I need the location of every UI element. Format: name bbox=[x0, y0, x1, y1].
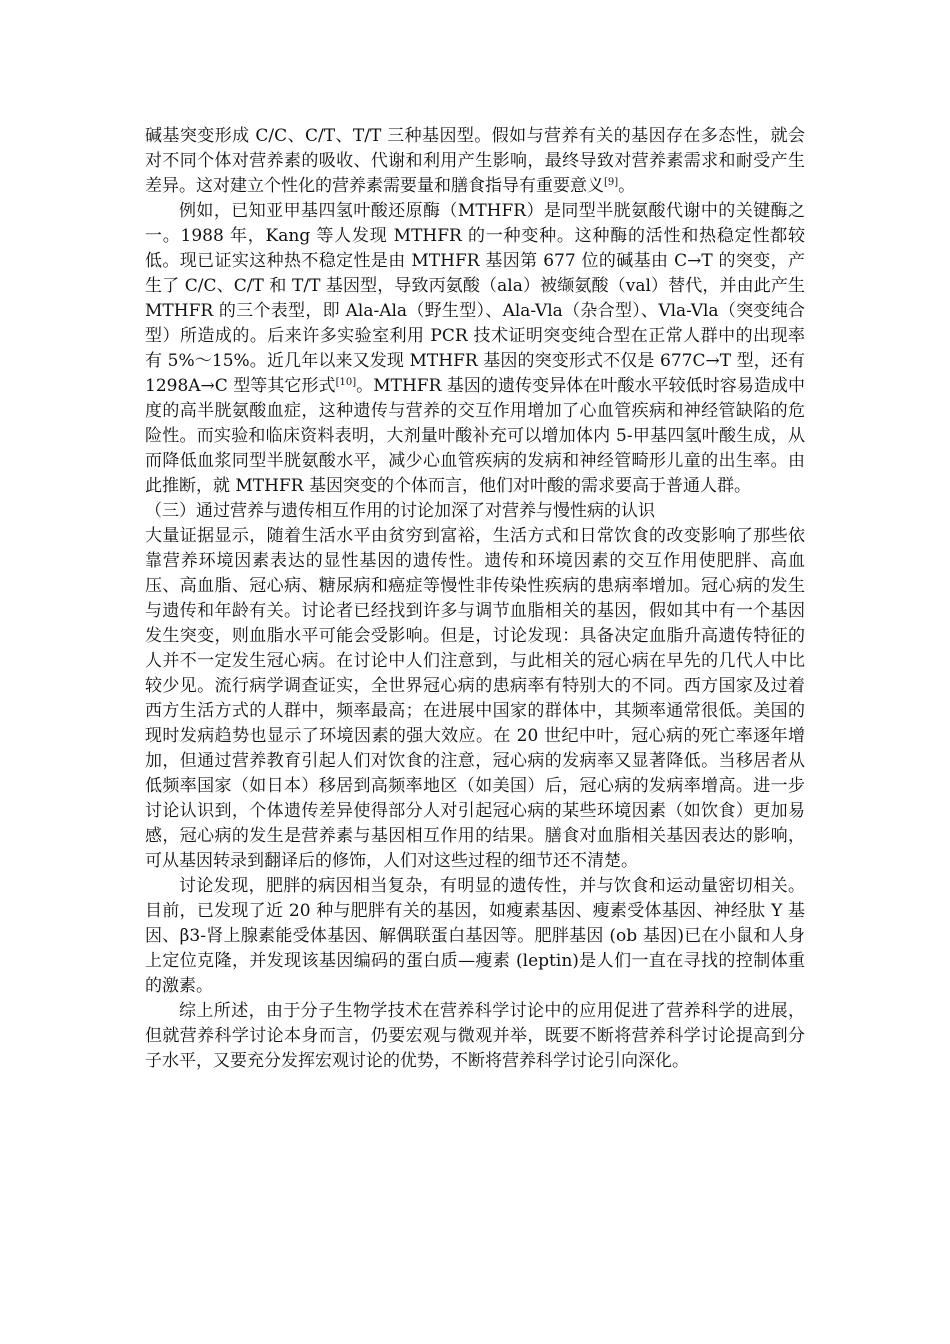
section-heading-3: （三）通过营养与遗传相互作用的讨论加深了对营养与慢性病的认识 bbox=[145, 501, 655, 521]
paragraph-text-continued: 。MTHFR 基因的遗传变异体在叶酸水平较低时容易造成中度的高半胱氨酸血症，这种遗传与营养的交互作用增加了心血管疾病和神经管缺陷的危险性。而实验和临床资料表明，大剂量叶酸补充可以增加体内 5-甲基四氢叶酸生成，从而降低血浆同型半胱氨酸水平，减少心血管疾病的发病和神经管畸形儿童的出生率。由此推断，就 MTHFR 基因突变的个体而言，他们对叶酸的需求要高于普通人群。 bbox=[145, 376, 805, 496]
document-page bbox=[145, 124, 805, 1074]
paragraph-text: 例如，已知亚甲基四氢叶酸还原酶（MTHFR）是同型半胱氨酸代谢中的关键酶之一。1988 年，Kang 等人发现 MTHFR 的一种变种。这种酶的活性和热稳定性都较低。现已证实这种热不稳定性是由 MTHFR 基因第 677 位的碱基由 C→T 的突变，产生了 C/C、C/T 和 T/T 基因型，导致丙氨酸（ala）被缬氨酸（val）替代，并由此产生 MTHFR 的三个表型，即 Ala-Ala（野生型）、Ala-Vla（杂合型）、Vla-Vla（突变纯合型）所造成的。后来许多实验室利用 PCR 技术证明突变纯合型在正常人群中的出现率有 5%～15%。近几年以来又发现 MTHFR 基因的突变形式不仅是 677C→T 型，还有 1298A→C 型等其它形式 bbox=[145, 201, 805, 396]
citation-ref-9: [9] bbox=[604, 177, 619, 188]
citation-ref-10: [10] bbox=[335, 377, 357, 388]
paragraph-chronic-disease: 大量证据显示，随着生活水平由贫穷到富裕，生活方式和日常饮食的改变影响了那些依靠营养环境因素表达的显性基因的遗传性。遗传和环境因素的交互作用使肥胖、高血压、高血脂、冠心病、糖尿病和癌症等慢性非传染性疾病的患病率增加。冠心病的发生与遗传和年龄有关。讨论者已经找到许多与调节血脂相关的基因，假如其中有一个基因发生突变，则血脂水平可能会受影响。但是，讨论发现：具备决定血脂升高遗传特征的人并不一定发生冠心病。在讨论中人们注意到，与此相关的冠心病在早先的几代人中比较少见。流行病学调查证实，全世界冠心病的患病率有特别大的不同。西方国家及过着西方生活方式的人群中，频率最高；在进展中国家的群体中，其频率通常很低。美国的现时发病趋势也显示了环境因素的强大效应。在 20 世纪中叶，冠心病的死亡率逐年增加，但通过营养教育引起人们对饮食的注意，冠心病的发病率又显著降低。当移居者从低频率国家（如日本）移居到高频率地区（如美国）后，冠心病的发病率增高。进一步讨论认识到，个体遗传差异使得部分人对引起冠心病的某些环境因素（如饮食）更加易感，冠心病的发生是营养素与基因相互作用的结果。膳食对血脂相关基因表达的影响，可从基因转录到翻译后的修饰，人们对这些过程的细节还不清楚。 bbox=[145, 526, 805, 871]
paragraph-obesity: 讨论发现，肥胖的病因相当复杂，有明显的遗传性，并与饮食和运动量密切相关。目前，已发现了近 20 种与肥胖有关的基因，如瘦素基因、瘦素受体基因、神经肽 Y 基因、β3-肾上腺素能受体基因、解偶联蛋白基因等。肥胖基因 (ob 基因)已在小鼠和人身上定位克隆，并发现该基因编码的蛋白质—瘦素 (leptin)是人们一直在寻找的控制体重的激素。 bbox=[145, 876, 805, 996]
paragraph-mthfr bbox=[145, 199, 805, 499]
paragraph-text-tail: 。 bbox=[618, 176, 636, 196]
paragraph-genotype-intro bbox=[145, 124, 805, 199]
paragraph-conclusion: 综上所述，由于分子生物学技术在营养科学讨论中的应用促进了营养科学的进展，但就营养科学讨论本身而言，仍要宏观与微观并举，既要不断将营养科学讨论提高到分子水平，又要充分发挥宏观讨论的优势，不断将营养科学讨论引向深化。 bbox=[145, 1001, 805, 1071]
paragraph-text: 碱基突变形成 C/C、C/T、T/T 三种基因型。假如与营养有关的基因存在多态性，就会对不同个体对营养素的吸收、代谢和利用产生影响，最终导致对营养素需求和耐受产生差异。这对建立个性化的营养素需要量和膳食指导有重要意义 bbox=[145, 126, 805, 196]
